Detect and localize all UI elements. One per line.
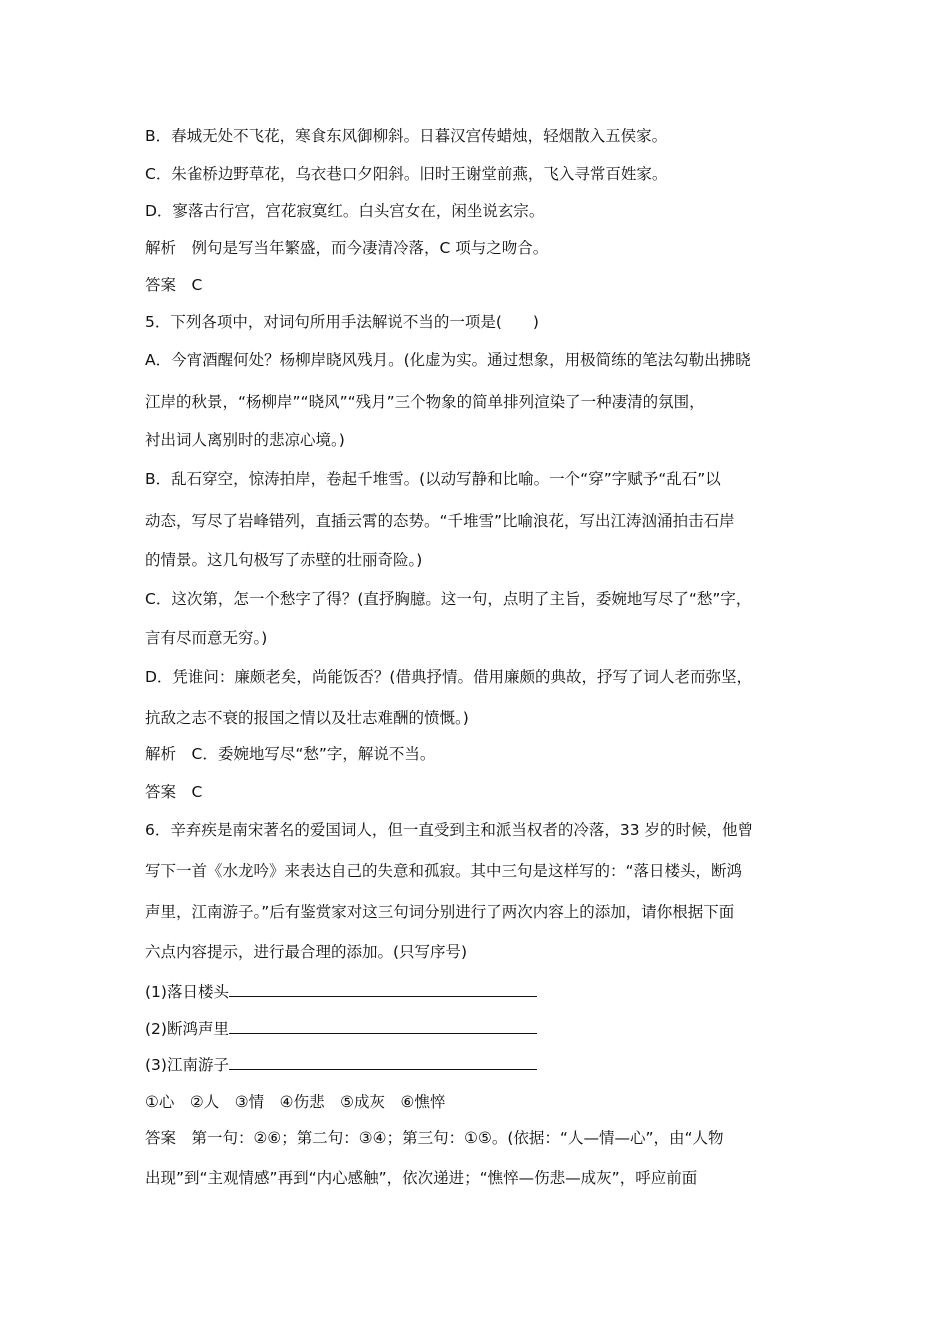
options-line: ①心 ②人 ③情 ④伤悲 ⑤成灰 ⑥憔悴 [145,1093,446,1111]
q5-option-b-line2: 动态，写尽了岩峰错列，直插云霄的态势。“千堆雪”比喻浪花，写出江涛汹涌拍击石岸 [145,512,735,530]
question-6-line2: 写下一首《水龙吟》来表达自己的失意和孤寂。其中三句是这样写的：“落日楼头，断鸿 [145,862,743,880]
answer-6-line2: 出现”到“主观情感”再到“内心感触”，依次递进；“憔悴—伤悲—成灰”，呼应前面 [145,1169,698,1187]
answer-5: 答案 C [145,783,203,801]
answer-blank[interactable] [229,1055,537,1070]
option-b-poem: B．春城无处不飞花，寒食东风御柳斜。日暮汉宫传蜡烛，轻烟散入五侯家。 [145,127,668,145]
q5-option-d-line1: D．凭谁问：廉颇老矣，尚能饭否？(借典抒情。借用廉颇的典故，抒写了词人老而弥坚， [145,668,752,686]
fill-item-label: (3)江南游子 [145,1056,229,1074]
q5-option-d-line2: 抗敌之志不衰的报国之情以及壮志难酬的愤慨。) [145,709,469,727]
fill-item-2 [145,1019,537,1039]
option-d-poem: D．寥落古行宫，宫花寂寞红。白头宫女在，闲坐说玄宗。 [145,202,545,220]
q5-option-a-line1: A．今宵酒醒何处？杨柳岸晓风残月。(化虚为实。通过想象，用极简练的笔法勾勒出拂晓 [145,351,751,369]
q5-option-a-line3: 衬出词人离别时的悲凉心境。) [145,431,345,449]
option-c-poem: C．朱雀桥边野草花，乌衣巷口夕阳斜。旧时王谢堂前燕，飞入寻常百姓家。 [145,165,668,183]
fill-item-1 [145,982,537,1002]
answer-6-line1: 答案 第一句：②⑥；第二句：③④；第三句：①⑤。(依据：“人—情—心”，由“人物 [145,1129,724,1147]
answer-4: 答案 C [145,276,203,294]
answer-blank[interactable] [229,982,537,997]
fill-item-label: (2)断鸿声里 [145,1020,229,1038]
question-6-line3: 声里，江南游子。”后有鉴赏家对这三句词分别进行了两次内容上的添加，请你根据下面 [145,903,735,921]
analysis-4: 解析 例句是写当年繁盛，而今凄清冷落，C 项与之吻合。 [145,239,549,257]
fill-item-label: (1)落日楼头 [145,983,229,1001]
q5-option-c-line2: 言有尽而意无穷。) [145,629,268,647]
question-5: 5．下列各项中，对词句所用手法解说不当的一项是( ) [145,313,539,331]
analysis-5: 解析 C．委婉地写尽“愁”字，解说不当。 [145,745,436,763]
question-6-line4: 六点内容提示，进行最合理的添加。(只写序号) [145,943,468,961]
q5-option-b-line3: 的情景。这几句极写了赤壁的壮丽奇险。) [145,551,423,569]
q5-option-a-line2: 江岸的秋景，“杨柳岸”“晓风”“残月”三个物象的简单排列渲染了一种凄清的氛围， [145,393,705,411]
answer-blank[interactable] [229,1019,537,1034]
question-6-line1: 6．辛弃疾是南宋著名的爱国词人，但一直受到主和派当权者的冷落，33 岁的时候，他曾 [145,821,754,839]
q5-option-b-line1: B．乱石穿空，惊涛拍岸，卷起千堆雪。(以动写静和比喻。一个“穿”字赋予“乱石”以 [145,470,721,488]
fill-item-3 [145,1055,537,1075]
q5-option-c-line1: C．这次第，怎一个愁字了得？(直抒胸臆。这一句，点明了主旨，委婉地写尽了“愁”字， [145,590,752,608]
